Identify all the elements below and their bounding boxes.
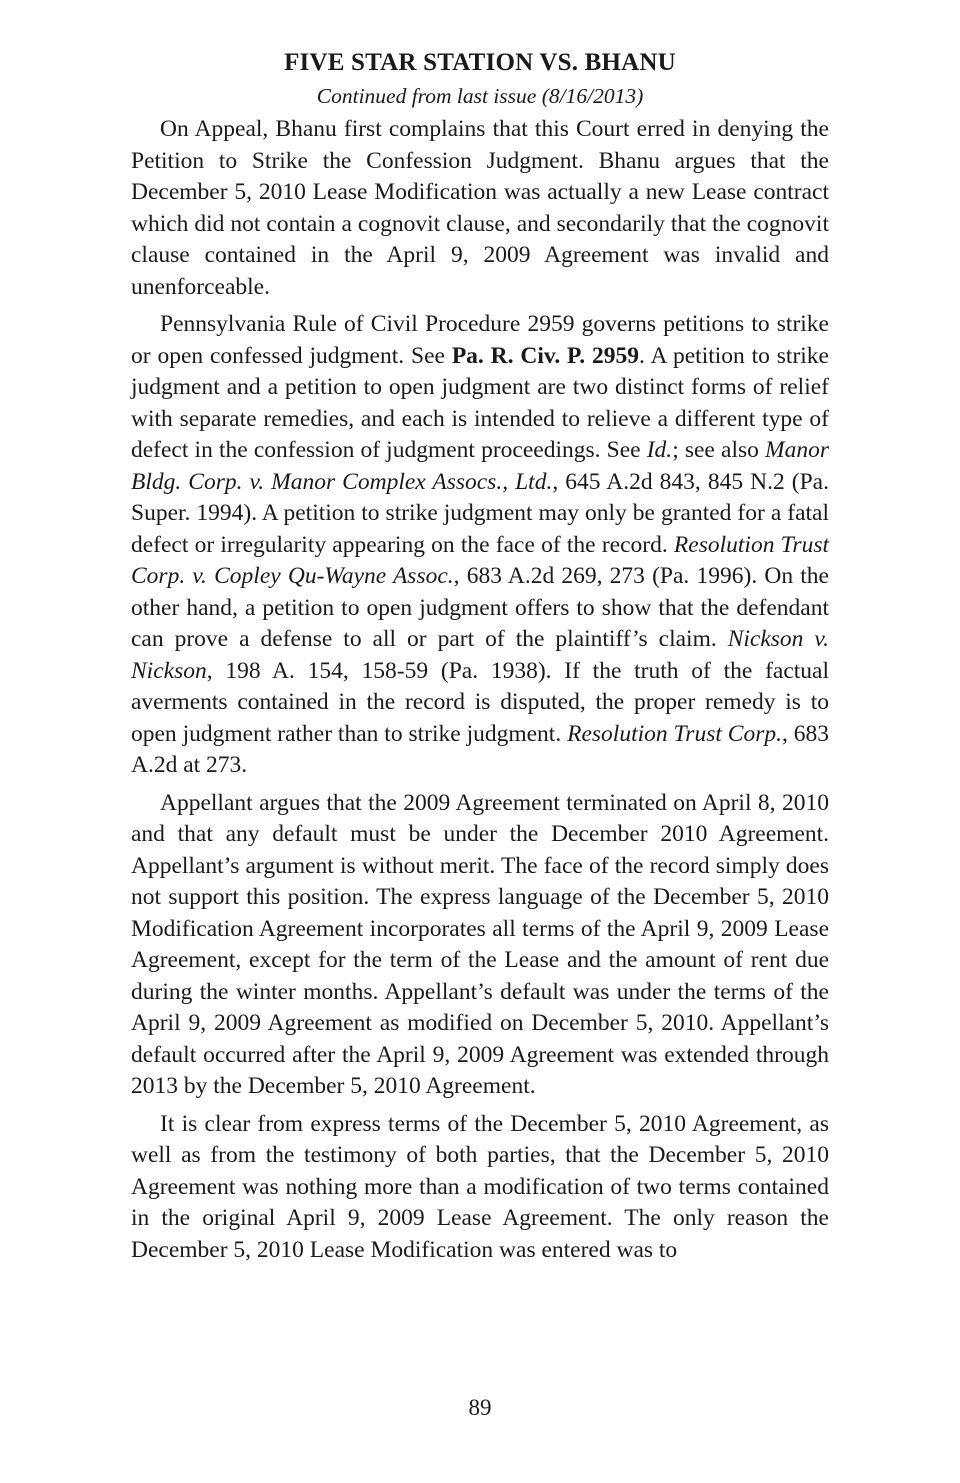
paragraph (131, 1109, 829, 1267)
paragraph (131, 788, 829, 1103)
text-run: , 198 A. 154, 158-59 (Pa. 1938). If the truth of the factual averments contained in the record is disputed, the proper remedy is to open judgment rather than to strike judgment. (131, 657, 829, 747)
case-citation: Resolution Trust Corp. v. Copley Qu-Wayne Assoc. (131, 531, 829, 589)
text-run: Pennsylvania Rule of Civil Procedure 2959 governs petitions to strike or open confessed judgment. See (131, 311, 829, 369)
continued-note: Continued from last issue (8/16/2013) (316, 84, 644, 108)
paragraph (131, 309, 829, 782)
text-run: On Appeal, Bhanu first complains that this Court erred in denying the Petition to Strike the Confession Judgment. Bhanu argues that the December 5, 2010 Lease Modification was actually a new Lease contract which did not contain a cognovit clause, and secondarily that the cognovit clause contained in the April 9, 2009 Agreement was invalid and unenforceable. (131, 116, 829, 300)
page-title: FIVE STAR STATION VS. BHANU (284, 49, 676, 76)
case-citation: Nickson v. Nickson (131, 626, 829, 684)
case-citation: Resolution Trust Corp. (567, 720, 782, 747)
case-citation: Manor Bldg. Corp. v. Manor Complex Assocs., Ltd. (131, 437, 829, 495)
text-run: , 683 A.2d at 273. (131, 720, 829, 778)
text-run: , 683 A.2d 269, 273 (Pa. 1996). On the other hand, a petition to open judgment offers to show that the defendant can prove a defense to all or part of the plaintiff’s claim. (131, 563, 829, 652)
text-run: It is clear from express terms of the December 5, 2010 Agreement, as well as from the testimony of both parties, that the December 5, 2010 Agreement was nothing more than a modification of two terms contained in the original April 9, 2009 Lease Agreement. The only reason the December 5, 2010 Lease Modification was entered was to (131, 1110, 829, 1263)
body-text (131, 114, 829, 1266)
text-run: ; see also (672, 437, 766, 463)
text-run: . A petition to strike judgment and a petition to open judgment are two distinct forms of relief with separate remedies, and each is intended to relieve a different type of defect in the confession of judgment proceedings. See (131, 342, 829, 463)
citation-bold: Pa. R. Civ. P. 2959 (451, 342, 639, 369)
case-citation: Id. (646, 437, 673, 463)
text-run: , 645 A.2d 843, 845 N.2 (Pa. Super. 1994). A petition to strike judgment may only be granted for a fatal defect or irregularity appearing on the face of the record. (131, 468, 829, 558)
document-page (131, 46, 829, 1272)
paragraph (131, 114, 829, 303)
text-run: Appellant argues that the 2009 Agreement terminated on April 8, 2010 and that any default must be under the December 2010 Agreement. Appellant’s argument is without merit. The face of the record simply does not support this position. The express language of the December 5, 2010 Modification Agreement incorporates all terms of the April 9, 2009 Lease Agreement, except for the term of the Lease and the amount of rent due during the winter months. Appellant’s default was under the terms of the April 9, 2009 Agreement as modified on December 5, 2010. Appellant’s default occurred after the April 9, 2009 Agreement was extended through 2013 by the December 5, 2010 Agreement. (131, 789, 829, 1099)
page-number: 89 (468, 1395, 492, 1420)
